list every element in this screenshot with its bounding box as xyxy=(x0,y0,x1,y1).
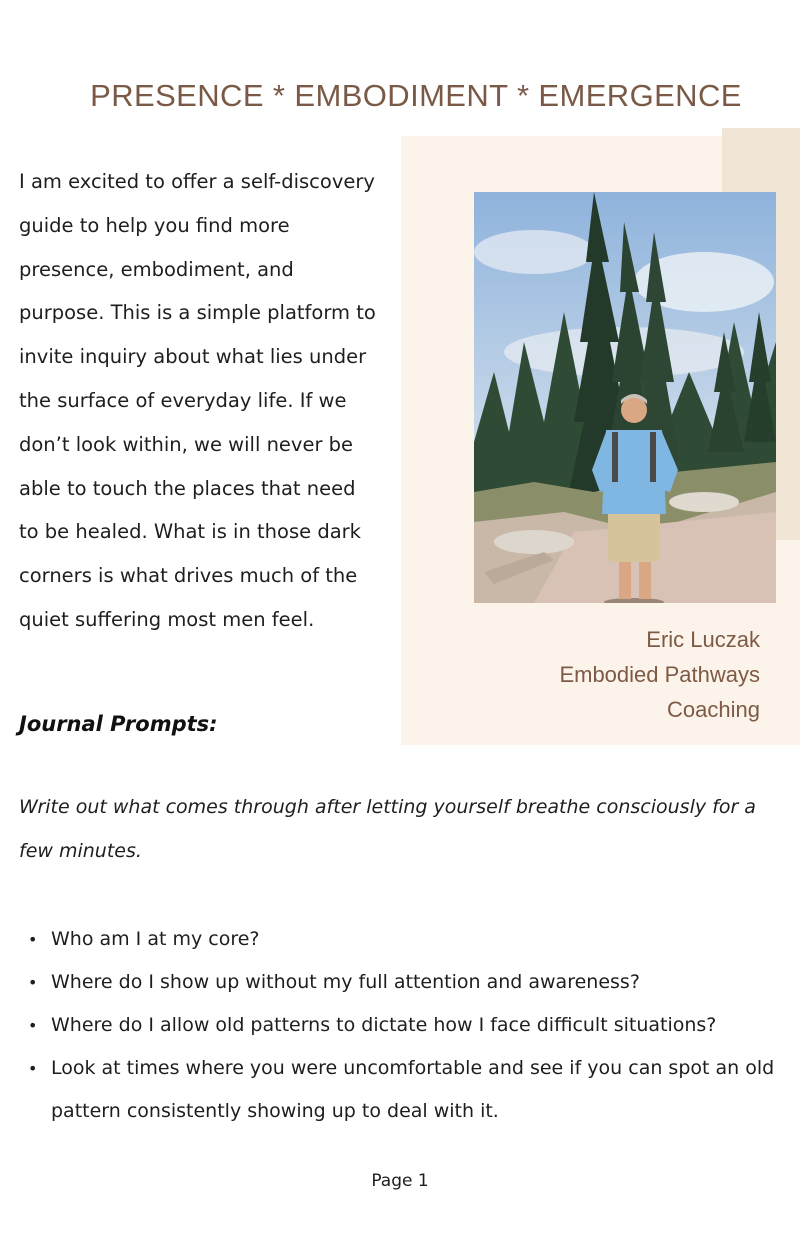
list-item-text: Who am I at my core? xyxy=(51,928,260,950)
list-item xyxy=(19,1047,779,1133)
intro-paragraph: I am excited to offer a self-discovery guide to help you find more presence, embodiment, and purpose. This is a simple platform to invite inquiry about what lies under the surface of everyday life. If we don’t look within, we will never be able to touch the places that need to be healed. What is in those dark corners is what drives much of the quiet suffering most men feel. xyxy=(19,170,376,631)
profile-org-line1: Embodied Pathways xyxy=(559,662,760,687)
bullet-icon: • xyxy=(28,973,38,992)
list-item xyxy=(19,1004,779,1047)
bullet-icon: • xyxy=(28,1059,38,1078)
list-item xyxy=(19,918,779,961)
list-item-text: Look at times where you were uncomfortable and see if you can spot an old pattern consistently showing up to deal with it. xyxy=(51,1057,775,1122)
list-item-text: Where do I allow old patterns to dictate how I face difficult situations? xyxy=(51,1014,717,1036)
profile-photo xyxy=(474,192,776,603)
list-item xyxy=(19,961,779,1004)
page-number: Page 1 xyxy=(371,1171,429,1191)
page-title: PRESENCE * EMBODIMENT * EMERGENCE xyxy=(90,78,742,113)
profile-photo-illustration xyxy=(474,192,776,603)
bullet-icon: • xyxy=(28,1016,38,1035)
list-item-text: Where do I show up without my full attention and awareness? xyxy=(51,971,640,993)
prompts-list xyxy=(19,918,779,1133)
profile-caption xyxy=(559,622,760,727)
prompts-instruction: Write out what comes through after letting yourself breathe consciously for a few minutes. xyxy=(19,796,756,862)
profile-name: Eric Luczak xyxy=(646,627,760,652)
profile-org-line2: Coaching xyxy=(667,697,760,722)
bullet-icon: • xyxy=(28,930,38,949)
journal-prompts-heading: Journal Prompts: xyxy=(19,712,218,736)
